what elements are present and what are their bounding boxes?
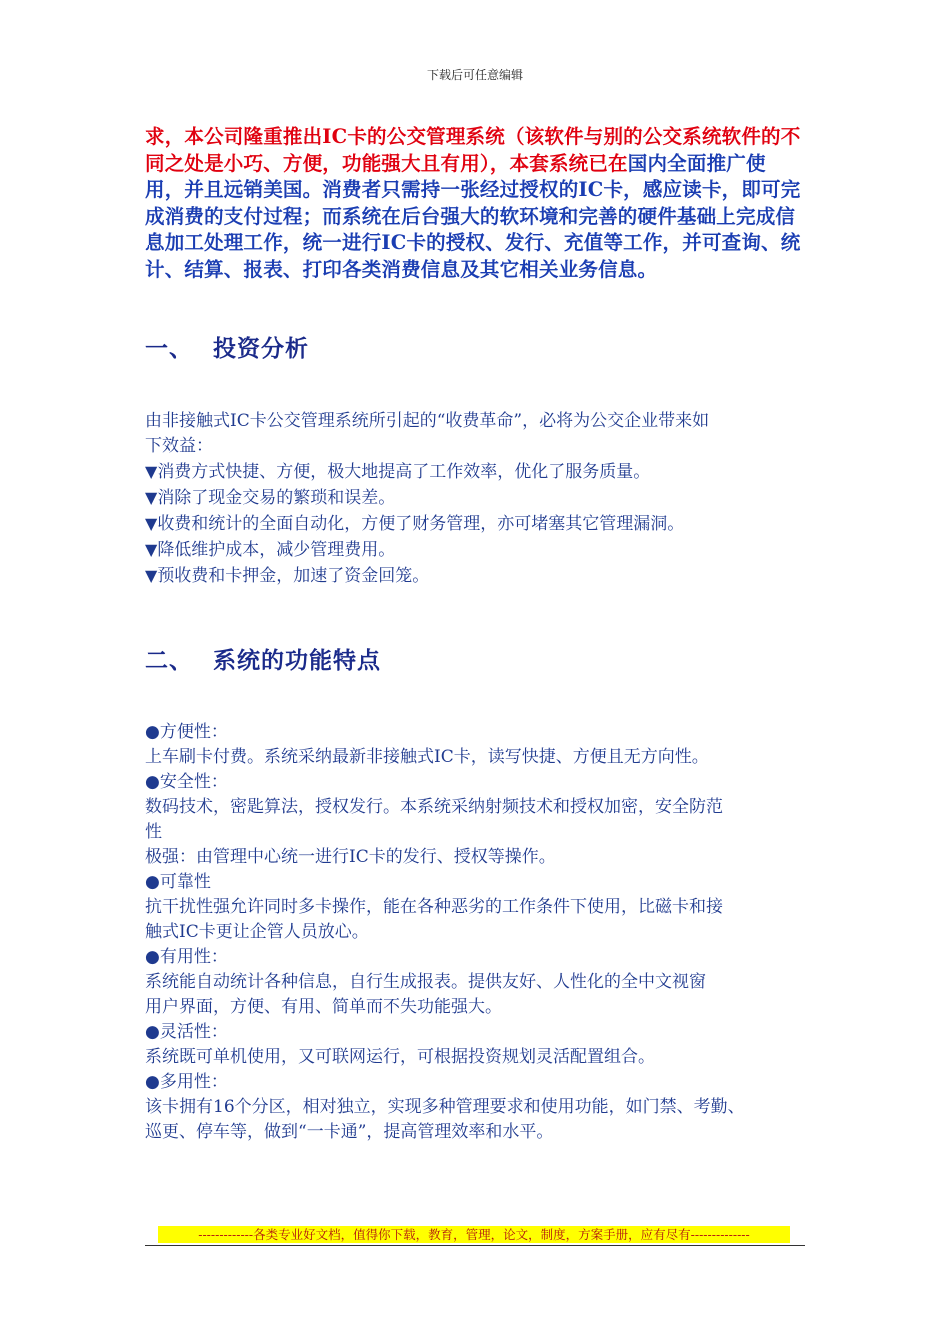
feature-name	[145, 1020, 810, 1045]
analysis-intro-line: 由非接触式IC卡公交管理系统所引起的“收费革命”，必将为公交企业带来如	[145, 411, 710, 431]
feature-description: 极强：由管理中心统一进行IC卡的发行、授权等操作。	[145, 847, 556, 867]
list-item-text: 消除了现金交易的繁琐和误差。	[157, 488, 396, 508]
list-item	[145, 563, 810, 589]
feature-name-text: 灵活性：	[159, 1022, 228, 1042]
investment-analysis	[145, 409, 810, 589]
section-title: 投资分析	[213, 335, 309, 362]
dot-bullet-icon: ●	[145, 722, 160, 742]
feature-description: 性	[145, 822, 162, 842]
section-number: 一、	[145, 335, 193, 362]
footer-divider	[145, 1245, 805, 1246]
feature-description: 数码技术，密匙算法，授权发行。本系统采纳射频技术和授权加密，安全防范	[145, 797, 723, 817]
list-item	[145, 537, 810, 563]
intro-blue-text: 国内全面推广使用，并且远销美国。消费者只需持一张经过授权的IC卡，感应读卡，即可完成消费的支付过程；而系统在后台强大的软环境和完善的硬件基础上完成信息加工处理工作，统一进行IC卡的授权、发行、充值等工作，并可查询、统计、结算、报表、打印各类消费信息及其它相关业务信息。	[145, 151, 801, 281]
feature-description: 触式IC卡更让企管人员放心。	[145, 922, 369, 942]
intro-red-text: 求，本公司隆重推出IC卡的公交管理系统（该软件与别的公交系统软件的不同之处是小巧、方便，功能强大且有用），本套系统已在	[145, 125, 801, 175]
analysis-intro-line: 下效益：	[145, 436, 213, 456]
feature-name-text: 安全性：	[159, 772, 228, 792]
feature-name	[145, 770, 810, 795]
header-note: 下载后可任意编辑	[426, 68, 523, 82]
feature-name-text: 有用性：	[159, 947, 228, 967]
list-item-text: 消费方式快捷、方便，极大地提高了工作效率，优化了服务质量。	[157, 462, 651, 482]
feature-name	[145, 1070, 810, 1095]
list-item	[145, 485, 810, 511]
triangle-bullet-icon: ▼	[145, 540, 158, 559]
feature-description: 系统能自动统计各种信息，自行生成报表。提供友好、人性化的全中文视窗	[145, 972, 706, 992]
list-item-text: 降低维护成本，减少管理费用。	[157, 540, 396, 560]
footer-note: -------------各类专业好文档，值得你下载，教育，管理，论文，制度，方案手册，应有尽有--------------	[158, 1226, 790, 1243]
feature-name	[145, 870, 810, 895]
triangle-bullet-icon: ▼	[145, 514, 158, 533]
feature-name-text: 多用性：	[159, 1072, 228, 1092]
feature-name	[145, 720, 810, 745]
dot-bullet-icon: ●	[145, 1072, 160, 1092]
triangle-bullet-icon: ▼	[145, 566, 158, 585]
feature-description: 用户界面，方便、有用、简单而不失功能强大。	[145, 997, 502, 1017]
list-item	[145, 459, 810, 485]
list-item-text: 预收费和卡押金，加速了资金回笼。	[157, 566, 430, 586]
feature-name-text: 可靠性	[159, 872, 211, 892]
dot-bullet-icon: ●	[145, 872, 160, 892]
section-heading-features	[145, 642, 381, 675]
feature-description: 系统既可单机使用，又可联网运行，可根据投资规划灵活配置组合。	[145, 1047, 655, 1067]
triangle-bullet-icon: ▼	[145, 462, 158, 481]
section-number: 二、	[145, 647, 193, 674]
list-item	[145, 511, 810, 537]
feature-name	[145, 945, 810, 970]
feature-list	[145, 720, 810, 1145]
list-item-text: 收费和统计的全面自动化，方便了财务管理，亦可堵塞其它管理漏洞。	[157, 514, 685, 534]
feature-description: 该卡拥有16个分区，相对独立，实现多种管理要求和使用功能，如门禁、考勤、	[145, 1097, 745, 1117]
dot-bullet-icon: ●	[145, 1022, 160, 1042]
feature-description: 上车刷卡付费。系统采纳最新非接触式IC卡，读写快捷、方便且无方向性。	[145, 747, 709, 767]
dot-bullet-icon: ●	[145, 947, 160, 967]
intro-paragraph	[145, 124, 805, 283]
section-title: 系统的功能特点	[213, 647, 381, 674]
dot-bullet-icon: ●	[145, 772, 160, 792]
feature-description: 巡更、停车等，做到“一卡通”，提高管理效率和水平。	[145, 1122, 554, 1142]
triangle-bullet-icon: ▼	[145, 488, 158, 507]
feature-name-text: 方便性：	[159, 722, 228, 742]
feature-description: 抗干扰性强允许同时多卡操作，能在各种恶劣的工作条件下使用，比磁卡和接	[145, 897, 723, 917]
section-heading-investment	[145, 330, 309, 363]
